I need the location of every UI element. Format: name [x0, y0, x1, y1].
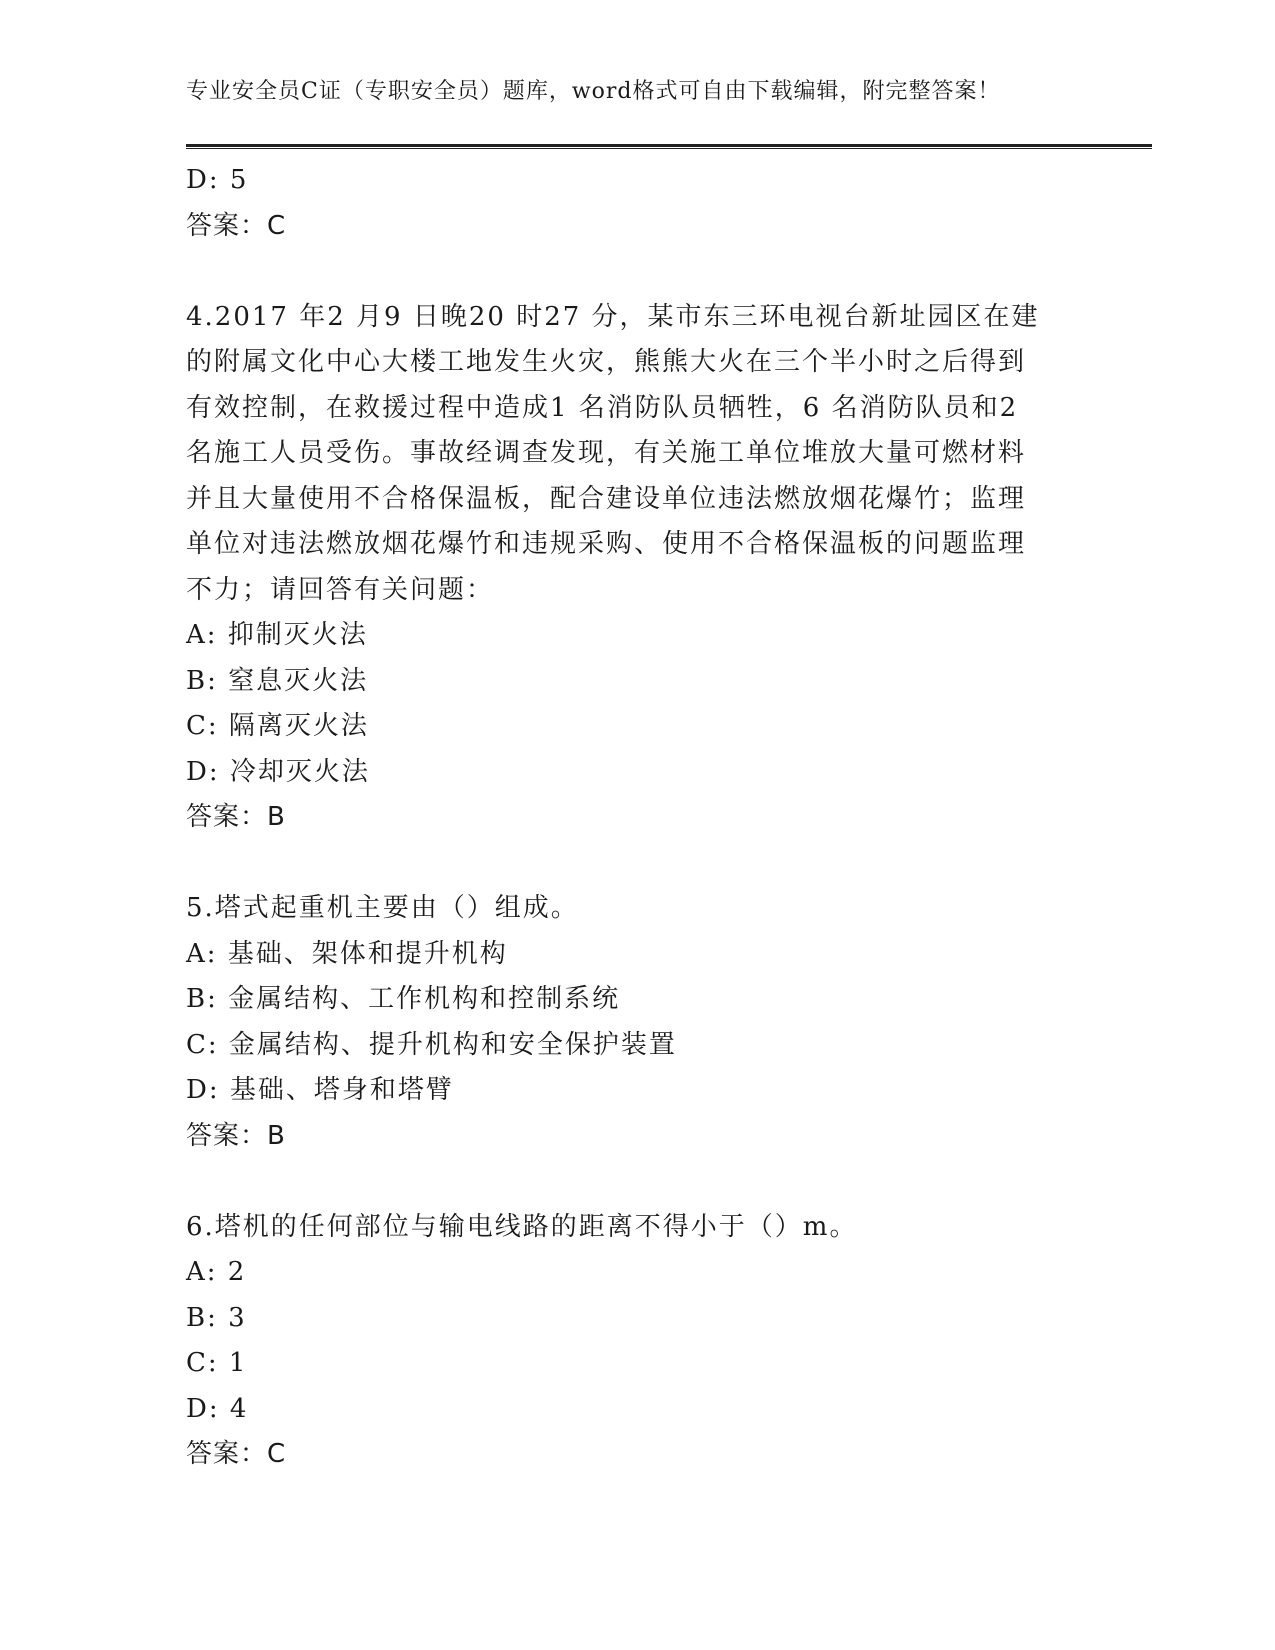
option-a: A: 基础、架体和提升机构: [186, 938, 508, 969]
answer-label: 答案：: [186, 1439, 268, 1469]
question-text-line: 不力；请回答有关问题：: [186, 574, 495, 605]
answer-value: B: [267, 1120, 286, 1151]
question-text-line: 6.塔机的任何部位与输电线路的距离不得小于（）m。: [186, 1211, 858, 1242]
answer-value: C: [267, 1439, 287, 1469]
question-4: [186, 295, 1076, 841]
option-c: C: 金属结构、提升机构和安全保护装置: [186, 1029, 677, 1060]
option-a: A: 2: [186, 1257, 247, 1287]
option-d: D: 5: [186, 165, 249, 195]
answer-line: [186, 795, 1076, 841]
spacer: [186, 249, 1076, 295]
question-text-line: 名施工人员受伤。事故经调查发现，有关施工单位堆放大量可燃材料: [186, 438, 1027, 468]
question-6: [186, 1205, 1076, 1478]
option-d: D: 冷却灭火法: [186, 756, 370, 787]
option-b: B: 3: [186, 1302, 247, 1333]
option-c: C: 隔离灭火法: [186, 711, 369, 741]
answer-line: [186, 1432, 1076, 1478]
answer-line: [186, 1114, 1076, 1160]
question-text-line: 单位对违法燃放烟花爆竹和违规采购、使用不合格保温板的问题监理: [186, 529, 1027, 559]
spacer: [186, 841, 1076, 887]
question-text-line: 4.2017 年2 月9 日晚20 时27 分，某市东三环电视台新址园区在建: [186, 301, 1040, 332]
header-divider: [186, 144, 1152, 149]
option-b: B: 窒息灭火法: [186, 665, 369, 696]
question-5: [186, 886, 1076, 1159]
answer-label: 答案：: [186, 1120, 268, 1151]
answer-label: 答案：: [186, 210, 268, 241]
option-b: B: 金属结构、工作机构和控制系统: [186, 984, 621, 1014]
answer-line: [186, 204, 1076, 250]
option-c: C: 1: [186, 1348, 248, 1378]
question-text-line: 有效控制，在救援过程中造成1 名消防队员牺牲，6 名消防队员和2: [186, 392, 1019, 423]
option-a: A: 抑制灭火法: [186, 620, 368, 650]
question-text-line: 的附属文化中心大楼工地发生火灾，熊熊大火在三个半小时之后得到: [186, 347, 1027, 377]
question-text-line: 并且大量使用不合格保温板，配合建设单位违法燃放烟花爆竹；监理: [186, 483, 1027, 514]
answer-value: B: [267, 802, 286, 832]
option-d: D: 4: [186, 1393, 249, 1424]
spacer: [186, 1159, 1076, 1205]
question-list: [186, 158, 1076, 1478]
answer-value: C: [267, 210, 287, 241]
page-header: 专业安全员C证（专职安全员）题库，word格式可自由下载编辑，附完整答案！: [186, 79, 1001, 104]
question-text-line: 5.塔式起重机主要由（）组成。: [186, 893, 579, 923]
option-d: D: 基础、塔身和塔臂: [186, 1075, 454, 1105]
answer-label: 答案：: [186, 802, 268, 832]
